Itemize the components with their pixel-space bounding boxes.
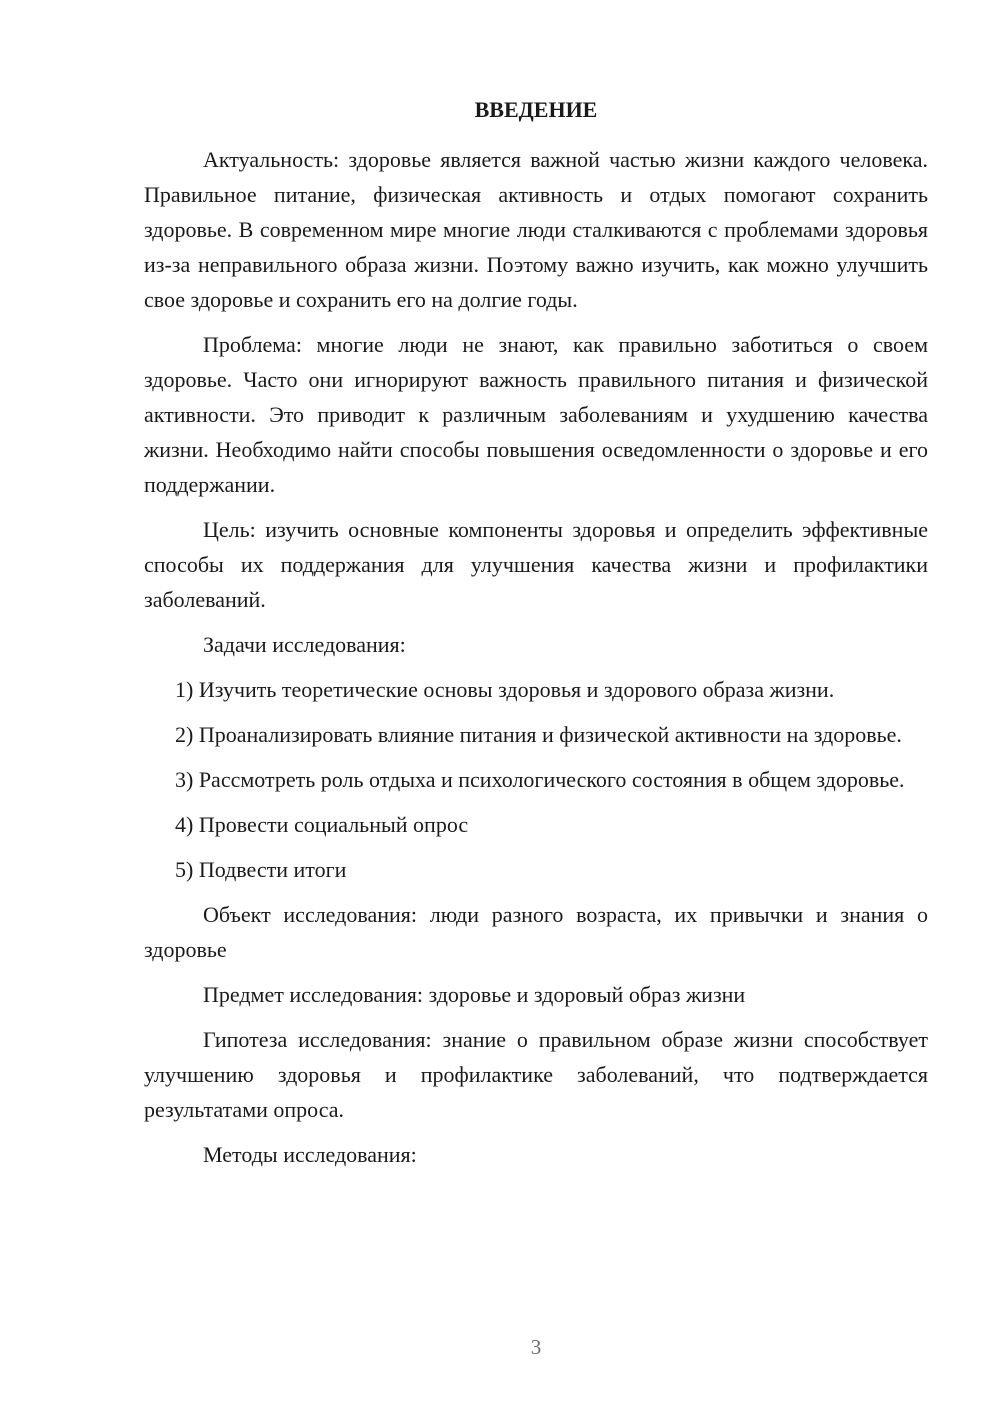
tasks-list bbox=[144, 672, 928, 887]
object-paragraph: Объект исследования: люди разного возраста, их привычки и знания о здоровье bbox=[144, 902, 928, 962]
subject-paragraph: Предмет исследования: здоровье и здоровый образ жизни bbox=[203, 982, 746, 1007]
task-item-1: 1) Изучить теоретические основы здоровья и здорового образа жизни. bbox=[175, 677, 835, 702]
problem-paragraph: Проблема: многие люди не знают, как правильно заботиться о своем здоровье. Часто они игнорируют важность правильного питания и физической активности. Это приводит к различным заболеваниям и ухудшению качества жизни. Необходимо найти способы повышения осведомленности о здоровье и его поддержании. bbox=[144, 332, 928, 497]
page-title: ВВЕДЕНИЕ bbox=[474, 97, 598, 122]
goal-paragraph: Цель: изучить основные компоненты здоровья и определить эффективные способы их поддержания для улучшения качества жизни и профилактики заболеваний. bbox=[144, 517, 928, 612]
document-body bbox=[144, 142, 928, 1172]
methods-heading: Методы исследования: bbox=[203, 1142, 417, 1167]
relevance-paragraph: Актуальность: здоровье является важной частью жизни каждого человека. Правильное питание, физическая активность и отдых помогают сохранить здоровье. В современном мире многие люди сталкиваются с проблемами здоровья из-за неправильного образа жизни. Поэтому важно изучить, как можно улучшить свое здоровье и сохранить его на долгие годы. bbox=[144, 147, 928, 312]
tasks-heading: Задачи исследования: bbox=[203, 632, 406, 657]
page-number: 3 bbox=[530, 1335, 542, 1359]
task-item-3: 3) Рассмотреть роль отдыха и психологического состояния в общем здоровье. bbox=[175, 767, 905, 792]
task-item-4: 4) Провести социальный опрос bbox=[175, 812, 469, 837]
task-item-2: 2) Проанализировать влияние питания и физической активности на здоровье. bbox=[175, 722, 902, 747]
task-item-5: 5) Подвести итоги bbox=[175, 857, 347, 882]
hypothesis-paragraph: Гипотеза исследования: знание о правильном образе жизни способствует улучшению здоровья и профилактике заболеваний, что подтверждается результатами опроса. bbox=[144, 1027, 928, 1122]
